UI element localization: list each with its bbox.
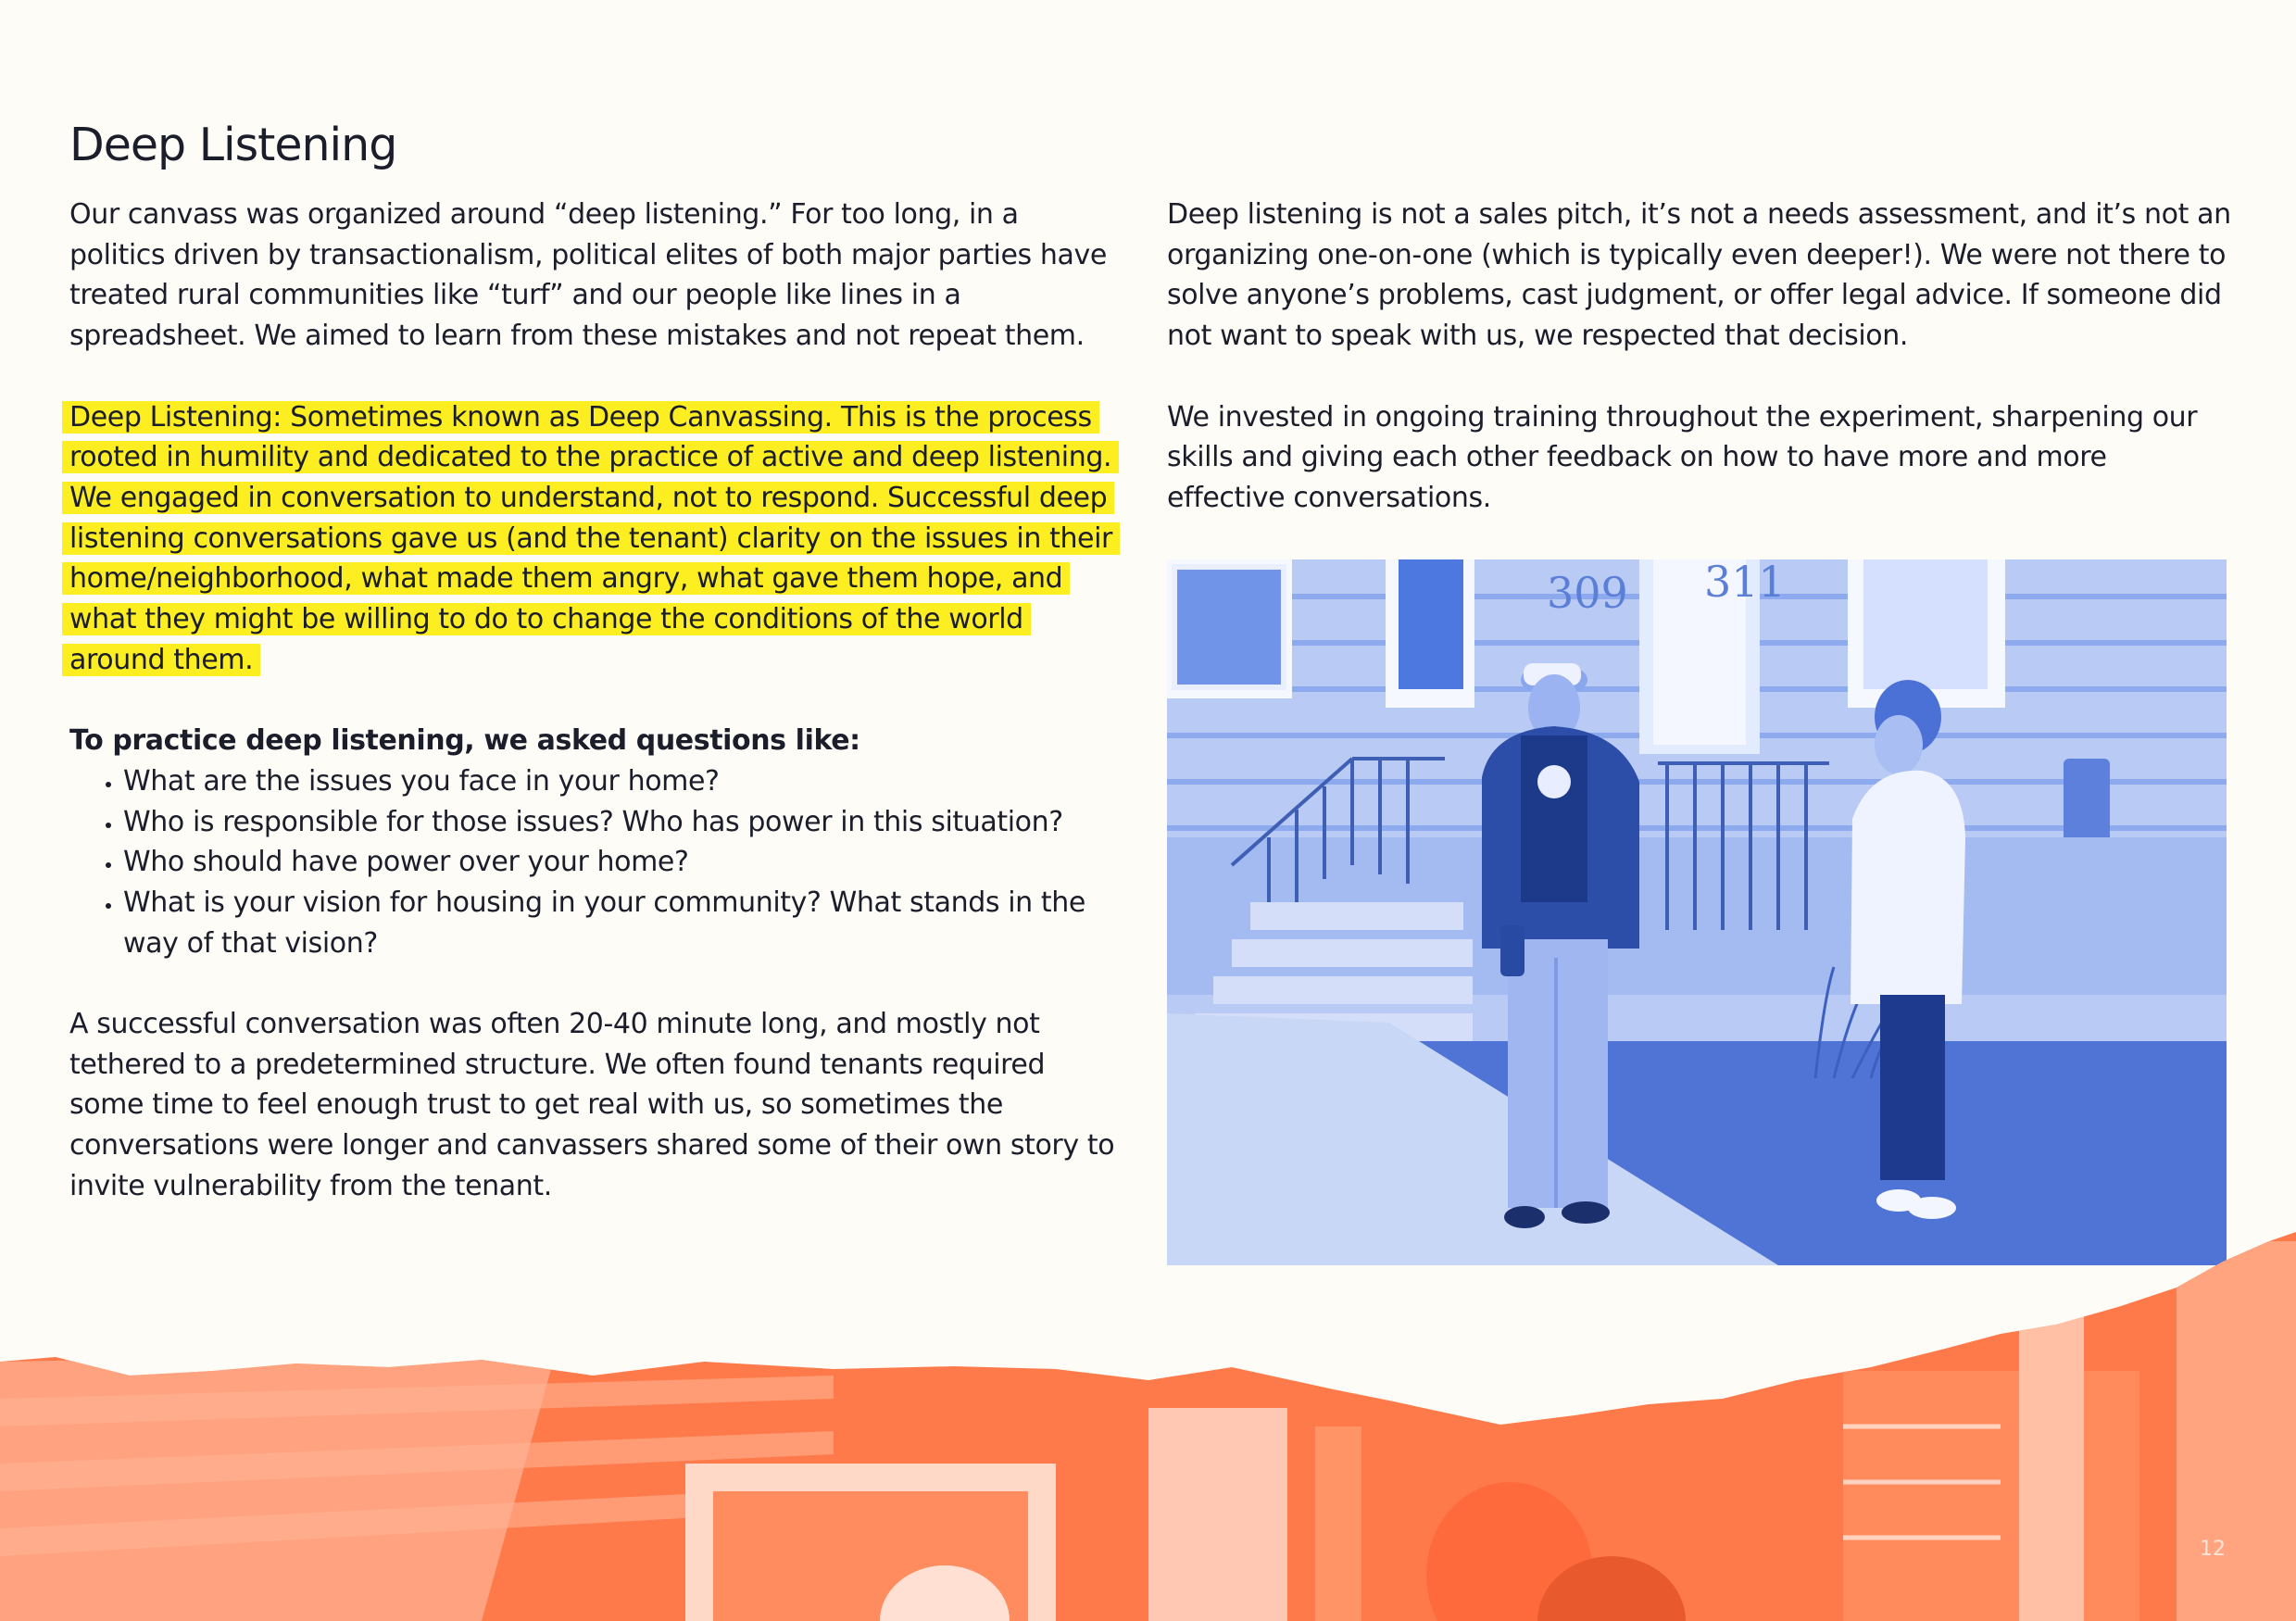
intro-paragraph: Our canvass was organized around “deep listening.” For too long, in a politics driven by transactionalism, political elites of both major parties have treated rural communities like “turf” and our people like lines in a spreadsheet. We aimed to learn from these mistakes and not repeat them. <box>69 198 1107 353</box>
house-number-311: 311 <box>1704 559 1786 607</box>
list-item: • Who should have power over your home? <box>123 842 1116 883</box>
house-number-309: 309 <box>1547 568 1628 618</box>
questions-heading: To practice deep listening, we asked questions like: <box>69 724 860 758</box>
page-number: 12 <box>2200 1538 2226 1561</box>
definition-paragraph <box>69 397 1116 681</box>
list-item: • Who is responsible for those issues? Who has power in this situation? <box>123 802 1116 843</box>
left-column <box>69 195 1116 1207</box>
right-paragraph-1: Deep listening is not a sales pitch, it’s not a needs assessment, and it’s not an organizing one-on-one (which is typically even deeper!). We were not there to solve anyone’s problems, cast judgment, or offer legal advice. If someone did not want to speak with us, we respected that decision. <box>1167 198 2231 353</box>
list-item: • What is your vision for housing in your community? What stands in the way of that vision? <box>123 883 1116 963</box>
bottom-torn-photo <box>0 1186 2296 1621</box>
closing-paragraph: A successful conversation was often 20-40 minute long, and mostly not tethered to a predetermined structure. We often found tenants required some time to feel enough trust to get real with us, so sometimes the conversations were longer and canvassers shared some of their own story to invite vulnerability from the tenant. <box>69 1008 1115 1202</box>
page-title: Deep Listening <box>69 119 397 171</box>
right-column <box>1167 195 2232 519</box>
right-paragraph-2: We invested in ongoing training throughout the experiment, sharpening our skills and giving each other feedback on how to have more and more effective conversations. <box>1167 400 2198 514</box>
highlighted-definition: Deep Listening: Sometimes known as Deep Canvassing. This is the process rooted in humility and dedicated to the practice of active and deep listening. We engaged in conversation to understand, not to respond. Successful deep listening conversations gave us (and the tenant) clarity on the issues in their home/neighborhood, what made them angry, what gave them hope, and what they might be willing to do to change the conditions of the world around them. <box>62 401 1120 676</box>
canvass-photo <box>1167 559 2227 1265</box>
questions-list <box>69 761 1116 964</box>
list-item: • What are the issues you face in your home? <box>123 761 1116 802</box>
